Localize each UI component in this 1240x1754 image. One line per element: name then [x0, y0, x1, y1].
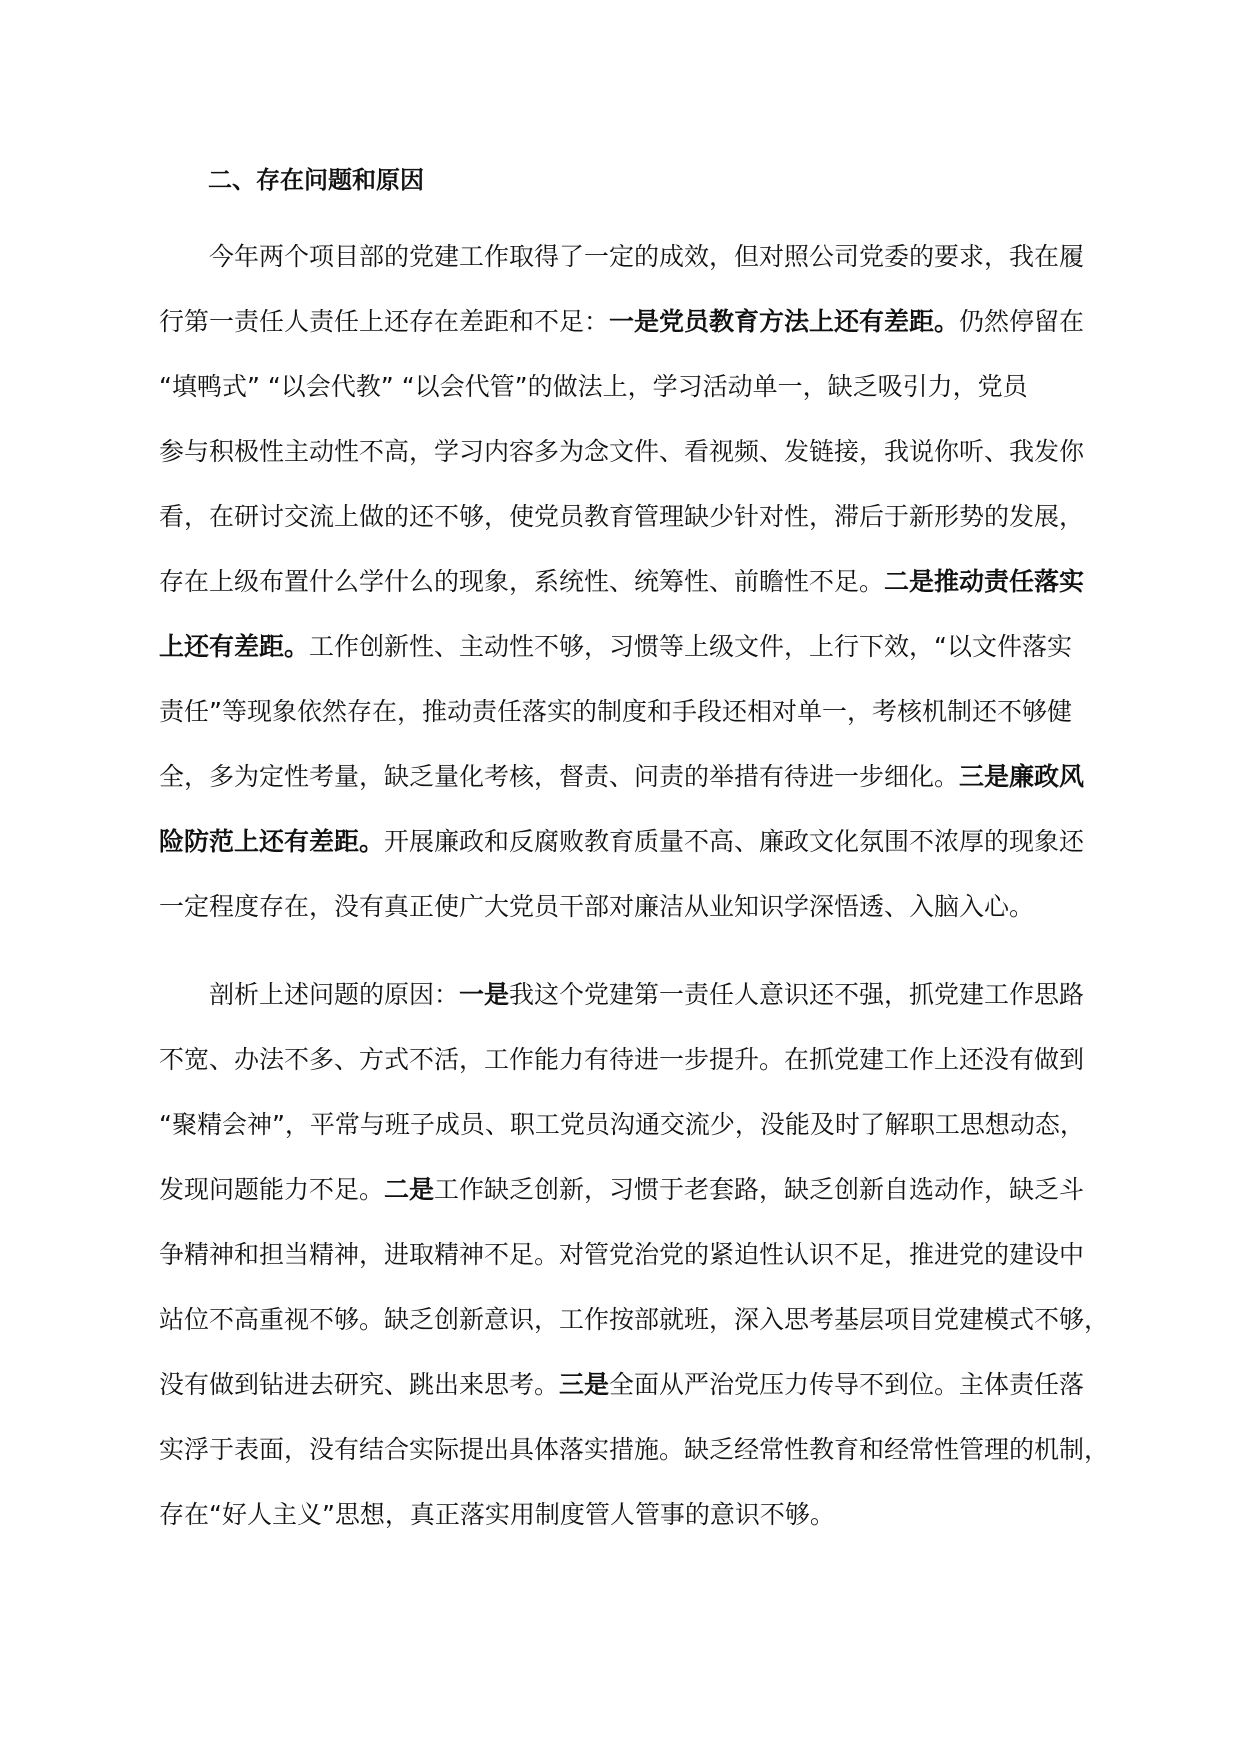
text-line — [159, 614, 1119, 679]
text-line — [159, 744, 1119, 809]
text-line — [159, 962, 1119, 1027]
body-text: 存在“好人主义”思想，真正落实用制度管人管事的意识不够。 — [159, 1500, 835, 1529]
emphasis-text: 三是 — [559, 1370, 610, 1399]
body-text: 全，多为定性考量，缺乏量化考核，督责、问责的举措有待进一步细化。 — [159, 762, 960, 791]
body-text: 一定程度存在，没有真正使广大党员干部对廉洁从业知识学深悟透、入脑入心。 — [159, 892, 1035, 921]
text-line — [159, 484, 1119, 549]
emphasis-text: 二是 — [384, 1175, 435, 1204]
body-text: 工作创新性、主动性不够，习惯等上级文件，上行下效，“以文件落实 — [309, 632, 1072, 661]
body-text: “填鸭式” “以会代教” “以会代管”的做法上，学习活动单一，缺乏吸引力，党员 — [159, 372, 1028, 401]
section-heading: 二、存在问题和原因 — [208, 166, 424, 194]
text-line — [159, 289, 1119, 354]
body-text: 行第一责任人责任上还存在差距和不足： — [159, 307, 610, 336]
emphasis-text: 二是推动责任落实 — [884, 567, 1085, 596]
text-line — [159, 1027, 1119, 1092]
text-line — [159, 1482, 1119, 1547]
body-text: 实浮于表面，没有结合实际提出具体落实措施。缺乏经常性教育和经常性管理的机制， — [159, 1435, 1110, 1464]
body-text: 站位不高重视不够。缺乏创新意识，工作按部就班，深入思考基层项目党建模式不够， — [159, 1305, 1110, 1334]
body-text: 没有做到钻进去研究、跳出来思考。 — [159, 1370, 560, 1399]
text-line — [159, 1417, 1119, 1482]
text-line — [159, 1222, 1119, 1287]
text-line — [159, 1092, 1119, 1157]
paragraph-problems — [159, 224, 1119, 939]
body-text: 责任”等现象依然存在，推动责任落实的制度和手段还相对单一，考核机制还不够健 — [159, 697, 1072, 726]
body-text: 今年两个项目部的党建工作取得了一定的成效，但对照公司党委的要求，我在履 — [209, 242, 1085, 271]
text-line — [159, 419, 1119, 484]
body-text: 我这个党建第一责任人意识还不强，抓党建工作思路 — [509, 980, 1085, 1009]
emphasis-text: 险防范上还有差距。 — [159, 827, 385, 856]
text-line — [159, 679, 1119, 744]
paragraph-causes — [159, 962, 1119, 1547]
body-text: 不宽、办法不多、方式不活，工作能力有待进一步提升。在抓党建工作上还没有做到 — [159, 1045, 1085, 1074]
body-text: 全面从严治党压力传导不到位。主体责任落 — [609, 1370, 1085, 1399]
body-text: 仍然停留在 — [959, 307, 1085, 336]
emphasis-text: 上还有差距。 — [159, 632, 310, 661]
body-text: 看，在研讨交流上做的还不够，使党员教育管理缺少针对性，滞后于新形势的发展， — [159, 502, 1085, 531]
text-line — [159, 354, 1119, 419]
body-text: 开展廉政和反腐败教育质量不高、廉政文化氛围不浓厚的现象还 — [384, 827, 1085, 856]
body-text: 争精神和担当精神，进取精神不足。对管党治党的紧迫性认识不足，推进党的建设中 — [159, 1240, 1085, 1269]
emphasis-text: 一是 — [459, 980, 510, 1009]
body-text: 发现问题能力不足。 — [159, 1175, 385, 1204]
body-text: 参与积极性主动性不高，学习内容多为念文件、看视频、发链接，我说你听、我发你 — [159, 437, 1085, 466]
text-line — [159, 874, 1119, 939]
body-text: “聚精会神”，平常与班子成员、职工党员沟通交流少，没能及时了解职工思想动态， — [159, 1110, 1085, 1139]
body-text: 存在上级布置什么学什么的现象，系统性、统筹性、前瞻性不足。 — [159, 567, 885, 596]
text-line — [159, 1157, 1119, 1222]
text-line — [159, 1287, 1119, 1352]
body-text: 剖析上述问题的原因： — [209, 980, 460, 1009]
text-line — [159, 549, 1119, 614]
text-line — [159, 224, 1119, 289]
text-line — [159, 809, 1119, 874]
text-line — [159, 1352, 1119, 1417]
emphasis-text: 一是党员教育方法上还有差距。 — [609, 307, 960, 336]
body-text: 工作缺乏创新，习惯于老套路，缺乏创新自选动作，缺乏斗 — [434, 1175, 1085, 1204]
emphasis-text: 三是廉政风 — [959, 762, 1085, 791]
